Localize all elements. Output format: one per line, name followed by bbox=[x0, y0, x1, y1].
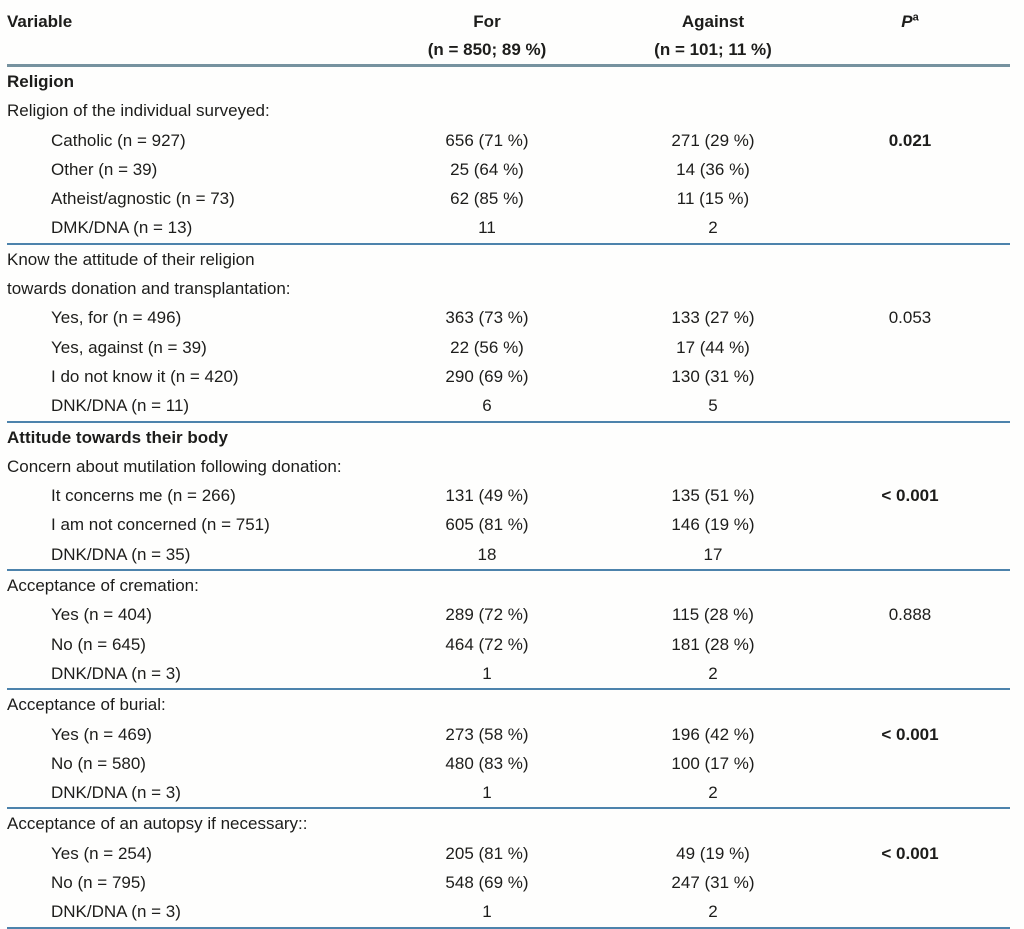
cell-for: 1 bbox=[482, 902, 492, 922]
bottom-divider bbox=[7, 927, 1010, 929]
cell-against: 247 (31 %) bbox=[671, 873, 755, 893]
row-label: Yes (n = 469) bbox=[51, 724, 152, 744]
column-header-against-sub: (n = 101; 11 %) bbox=[654, 40, 772, 59]
cell-against: 271 (29 %) bbox=[671, 130, 755, 150]
group-label: Know the attitude of their religion bbox=[7, 249, 255, 269]
row-label: DNK/DNA (n = 3) bbox=[51, 902, 181, 922]
cell-p-value: 0.888 bbox=[888, 605, 932, 625]
table-row bbox=[7, 155, 1010, 184]
cell-for: 22 (56 %) bbox=[450, 337, 524, 357]
cell-for: 18 bbox=[477, 544, 497, 564]
p-value-symbol: P bbox=[901, 12, 913, 31]
cell-against: 181 (28 %) bbox=[671, 634, 755, 654]
table-header-row bbox=[7, 0, 1010, 64]
group-label: Religion of the individual surveyed: bbox=[7, 101, 270, 121]
cell-against: 2 bbox=[708, 783, 718, 803]
cell-against: 196 (42 %) bbox=[671, 724, 755, 744]
row-label: No (n = 580) bbox=[51, 753, 146, 773]
table-row bbox=[7, 126, 1010, 155]
cell-for: 464 (72 %) bbox=[445, 634, 529, 654]
cell-for: 6 bbox=[482, 396, 492, 416]
table-row bbox=[7, 362, 1010, 391]
cell-against: 146 (19 %) bbox=[671, 515, 755, 535]
cell-for: 205 (81 %) bbox=[445, 843, 529, 863]
cell-for: 62 (85 %) bbox=[450, 189, 524, 209]
row-label: Yes, for (n = 496) bbox=[51, 308, 182, 328]
column-header-against-label: Against bbox=[681, 12, 745, 31]
cell-against: 49 (19 %) bbox=[676, 843, 750, 863]
table-row bbox=[7, 839, 1010, 868]
cell-against: 5 bbox=[708, 396, 718, 416]
cell-for: 1 bbox=[482, 663, 492, 683]
cell-for: 656 (71 %) bbox=[445, 130, 529, 150]
table-row bbox=[7, 868, 1010, 897]
row-label: DNK/DNA (n = 3) bbox=[51, 783, 181, 803]
cell-p-value: < 0.001 bbox=[881, 724, 939, 744]
cell-for: 1 bbox=[482, 783, 492, 803]
table-row bbox=[7, 630, 1010, 659]
cell-for: 548 (69 %) bbox=[445, 873, 529, 893]
row-label: I am not concerned (n = 751) bbox=[51, 515, 270, 535]
table-row bbox=[7, 749, 1010, 778]
group-label: towards donation and transplantation: bbox=[7, 279, 291, 299]
cell-p-value: < 0.001 bbox=[881, 486, 939, 506]
row-label: Other (n = 39) bbox=[51, 159, 158, 179]
table-row bbox=[7, 333, 1010, 362]
cell-for: 605 (81 %) bbox=[445, 515, 529, 535]
column-header-for-sub: (n = 850; 89 %) bbox=[427, 40, 547, 59]
column-header-variable: Variable bbox=[7, 12, 73, 31]
cell-against: 2 bbox=[708, 663, 718, 683]
table-row bbox=[7, 778, 1010, 807]
row-label: It concerns me (n = 266) bbox=[51, 486, 236, 506]
section-header-religion: Religion bbox=[7, 72, 75, 91]
cell-for: 25 (64 %) bbox=[450, 159, 524, 179]
table-row bbox=[7, 720, 1010, 749]
cell-against: 17 (44 %) bbox=[676, 337, 750, 357]
cell-for: 289 (72 %) bbox=[445, 605, 529, 625]
cell-against: 17 bbox=[703, 544, 723, 564]
cell-against: 2 bbox=[708, 902, 718, 922]
row-label: Yes, against (n = 39) bbox=[51, 337, 207, 357]
cell-for: 480 (83 %) bbox=[445, 753, 529, 773]
cell-against: 14 (36 %) bbox=[676, 159, 750, 179]
table-row bbox=[7, 540, 1010, 569]
cell-p-value: < 0.001 bbox=[881, 843, 939, 863]
row-label: Yes (n = 254) bbox=[51, 843, 152, 863]
cell-against: 11 (15 %) bbox=[676, 189, 750, 209]
column-header-against bbox=[574, 8, 852, 64]
row-label: DNK/DNA (n = 35) bbox=[51, 544, 191, 564]
cell-p-value: 0.021 bbox=[888, 130, 932, 150]
table-row bbox=[7, 391, 1010, 420]
table-row bbox=[7, 659, 1010, 688]
column-header-for bbox=[400, 8, 574, 64]
row-label: DMK/DNA (n = 13) bbox=[51, 218, 193, 238]
group-label: Acceptance of burial: bbox=[7, 695, 166, 715]
cell-against: 135 (51 %) bbox=[671, 486, 755, 506]
table-row bbox=[7, 510, 1010, 539]
column-header-p bbox=[852, 8, 968, 36]
group-label: Acceptance of cremation: bbox=[7, 576, 199, 596]
table-row bbox=[7, 600, 1010, 629]
table-row bbox=[7, 184, 1010, 213]
row-label: Atheist/agnostic (n = 73) bbox=[51, 189, 235, 209]
cell-against: 130 (31 %) bbox=[671, 366, 755, 386]
table-row bbox=[7, 897, 1010, 926]
cell-for: 131 (49 %) bbox=[445, 486, 529, 506]
table-row bbox=[7, 303, 1010, 332]
cell-for: 363 (73 %) bbox=[445, 308, 529, 328]
row-label: No (n = 795) bbox=[51, 873, 146, 893]
cell-p-value: 0.053 bbox=[888, 308, 932, 328]
cell-for: 290 (69 %) bbox=[445, 366, 529, 386]
section-header-attitude-body: Attitude towards their body bbox=[7, 427, 228, 447]
cell-against: 100 (17 %) bbox=[671, 753, 755, 773]
table-row bbox=[7, 213, 1010, 242]
cell-for: 11 bbox=[478, 218, 496, 238]
row-label: Catholic (n = 927) bbox=[51, 130, 186, 150]
stats-table bbox=[7, 0, 1010, 929]
row-label: DNK/DNA (n = 3) bbox=[51, 663, 181, 683]
p-footnote-marker: a bbox=[912, 11, 919, 24]
cell-against: 133 (27 %) bbox=[671, 308, 755, 328]
cell-against: 115 (28 %) bbox=[672, 605, 754, 625]
cell-for: 273 (58 %) bbox=[445, 724, 529, 744]
column-header-for-label: For bbox=[473, 12, 501, 31]
row-label: No (n = 645) bbox=[51, 634, 146, 654]
table-row bbox=[7, 481, 1010, 510]
row-label: I do not know it (n = 420) bbox=[51, 366, 239, 386]
row-label: Yes (n = 404) bbox=[51, 605, 152, 625]
group-label: Concern about mutilation following donation: bbox=[7, 456, 342, 476]
cell-against: 2 bbox=[708, 218, 718, 238]
row-label: DNK/DNA (n = 11) bbox=[51, 396, 190, 416]
group-label: Acceptance of an autopsy if necessary:: bbox=[7, 814, 308, 834]
